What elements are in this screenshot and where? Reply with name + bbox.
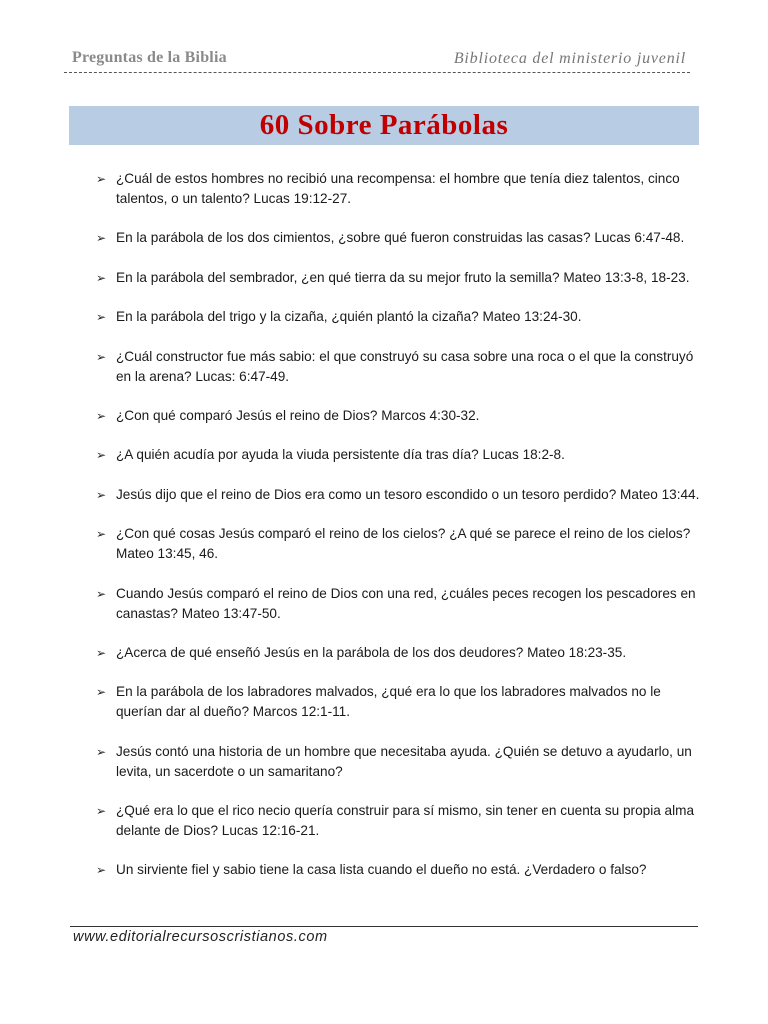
question-text: Jesús contó una historia de un hombre que necesitaba ayuda. ¿Quién se detuvo a ayudarlo, un levita, un sacerdote o un samaritano?: [116, 743, 692, 779]
question-item: [96, 682, 702, 722]
arrow-bullet-icon: ➢: [96, 527, 107, 542]
arrow-bullet-icon: ➢: [96, 645, 107, 660]
question-text: ¿Qué era lo que el rico necio quería construir para sí mismo, sin tener en cuenta su propia alma delante de Dios? Lucas 12:16-21.: [116, 803, 695, 839]
question-text: En la parábola del trigo y la cizaña, ¿quién plantó la cizaña? Mateo 13:24-30.: [116, 309, 582, 325]
question-item: [96, 307, 702, 327]
question-text: En la parábola del sembrador, ¿en qué tierra da su mejor fruto la semilla? Mateo 13:3-8, 18-23.: [116, 269, 690, 285]
question-text: ¿Cuál de estos hombres no recibió una recompensa: el hombre que tenía diez talentos, cinco talentos, o un talento? Lucas 19:12-27.: [116, 171, 680, 206]
arrow-bullet-icon: ➢: [96, 487, 107, 502]
question-item: [96, 228, 702, 248]
question-item: [96, 524, 702, 564]
question-item: [96, 643, 702, 663]
question-text: ¿Acerca de qué enseñó Jesús en la parábola de los dos deudores? Mateo 18:23-35.: [116, 644, 627, 660]
question-text: Cuando Jesús comparó el reino de Dios con una red, ¿cuáles peces recogen los pescadores en canastas? Mateo 13:47-50.: [116, 585, 696, 621]
question-text: Jesús dijo que el reino de Dios era como un tesoro escondido o un tesoro perdido? Mateo 13:44.: [116, 486, 700, 502]
arrow-bullet-icon: ➢: [96, 586, 107, 601]
question-text: En la parábola de los dos cimientos, ¿sobre qué fueron construidas las casas? Lucas 6:47-48.: [116, 230, 685, 246]
footer-divider: [70, 926, 698, 927]
question-item: [96, 169, 702, 209]
question-list: [96, 169, 702, 900]
footer-website: www.editorialrecursoscristianos.com: [73, 929, 328, 945]
arrow-bullet-icon: ➢: [96, 448, 107, 463]
question-text: ¿A quién acudía por ayuda la viuda persistente día tras día? Lucas 18:2-8.: [116, 447, 565, 463]
question-item: [96, 584, 702, 624]
page-header: [64, 46, 690, 76]
title-banner: [69, 106, 699, 145]
arrow-bullet-icon: ➢: [96, 349, 107, 364]
arrow-bullet-icon: ➢: [96, 804, 107, 819]
arrow-bullet-icon: ➢: [96, 172, 107, 186]
header-divider: [64, 72, 690, 73]
question-item: [96, 445, 702, 465]
header-library-title: Biblioteca del ministerio juvenil: [453, 50, 686, 67]
arrow-bullet-icon: ➢: [96, 863, 107, 878]
header-series-title: Preguntas de la Biblia: [72, 49, 227, 66]
arrow-bullet-icon: ➢: [96, 744, 107, 759]
page-footer: [70, 926, 698, 945]
question-text: Un sirviente fiel y sabio tiene la casa lista cuando el dueño no está. ¿Verdadero o falso?: [116, 862, 647, 878]
question-text: En la parábola de los labradores malvados, ¿qué era lo que los labradores malvados no le querían dar al dueño? Marcos 12:1-11.: [116, 684, 661, 720]
question-item: [96, 268, 702, 288]
question-item: [96, 742, 702, 782]
question-text: ¿Cuál constructor fue más sabio: el que construyó su casa sobre una roca o el que la construyó en la arena? Lucas: 6:47-49.: [116, 348, 694, 384]
question-item: [96, 485, 702, 505]
arrow-bullet-icon: ➢: [96, 231, 107, 246]
page-title: 60 Sobre Parábolas: [259, 109, 509, 141]
arrow-bullet-icon: ➢: [96, 408, 107, 423]
question-item: [96, 860, 702, 880]
question-item: [96, 406, 702, 426]
arrow-bullet-icon: ➢: [96, 270, 107, 285]
arrow-bullet-icon: ➢: [96, 310, 107, 325]
arrow-bullet-icon: ➢: [96, 685, 107, 700]
question-text: ¿Con qué comparó Jesús el reino de Dios? Marcos 4:30-32.: [116, 407, 480, 423]
question-text: ¿Con qué cosas Jesús comparó el reino de los cielos? ¿A qué se parece el reino de los cielos? Mateo 13:45, 46.: [116, 526, 691, 562]
question-item: [96, 347, 702, 387]
question-item: [96, 801, 702, 841]
